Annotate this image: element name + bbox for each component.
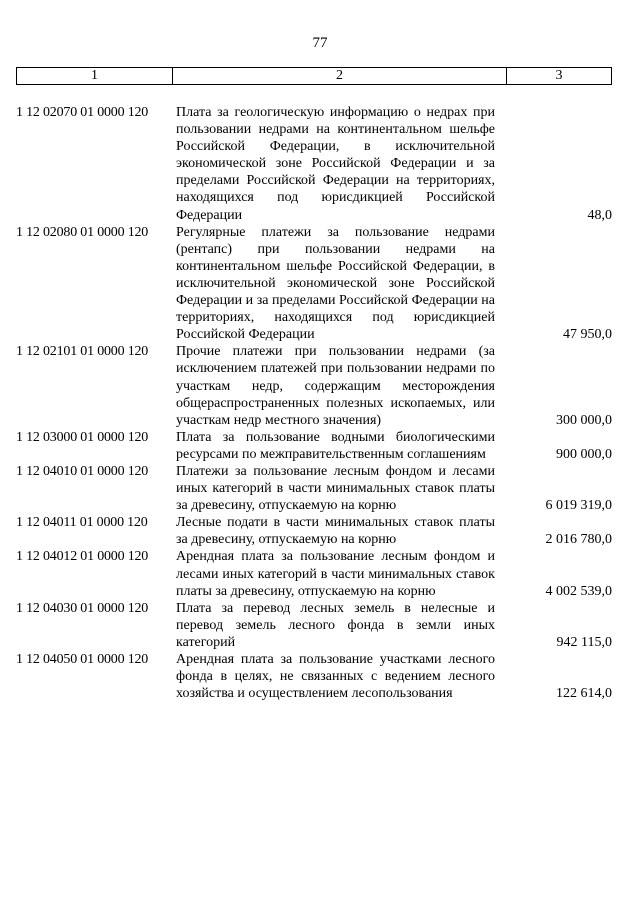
column-header-1: 1 <box>17 68 173 84</box>
amount: 47 950,0 <box>563 327 612 343</box>
table-row <box>16 224 612 344</box>
table-body <box>16 104 612 702</box>
amount: 122 614,0 <box>556 686 612 702</box>
budget-code: 1 12 04011 01 0000 120 <box>16 515 148 531</box>
column-header-row <box>16 67 612 85</box>
amount: 900 000,0 <box>556 446 612 462</box>
amount: 6 019 319,0 <box>545 498 612 514</box>
revenue-description: Плата за перевод лесных земель в нелесные и перевод земель лесного фонда в земли иных категорий <box>176 600 495 650</box>
amount: 2 016 780,0 <box>545 532 612 548</box>
page-number: 77 <box>312 35 328 51</box>
table-row <box>16 548 612 599</box>
budget-code: 1 12 04010 01 0000 120 <box>16 463 149 479</box>
revenue-description: Регулярные платежи за пользование недрами (рентапс) при пользовании недрами на континентальном шельфе Российской Федерации, в исключительной экономической зоне Российской Федерации и за пределами Российской Федерации на территориях, находящихся под юрисдикцией Российской Федерации <box>176 224 495 343</box>
revenue-description: Плата за геологическую информацию о недрах при пользовании недрами на континентальном шельфе Российской Федерации, в исключительной экономической зоне Российской Федерации и за пределами Российской Федерации на территориях, находящихся под юрисдикцией Российской Федерации <box>176 105 495 223</box>
amount: 942 115,0 <box>556 634 612 650</box>
table-row <box>16 514 612 548</box>
table-row <box>16 343 612 428</box>
revenue-description: Прочие платежи при пользовании недрами (за исключением платежей при пользовании недрами по участкам недр, содержащим месторождения общераспространенных полезных ископаемых, или участкам недр местного значения) <box>176 344 495 428</box>
amount: 48,0 <box>587 207 612 223</box>
revenue-description: Арендная плата за пользование лесным фондом и лесами иных категорий в части минимальных ставок платы за древесину, отпускаемую на корню <box>176 549 495 599</box>
budget-code: 1 12 02101 01 0000 120 <box>16 344 149 360</box>
table-row <box>16 463 612 514</box>
amount: 300 000,0 <box>556 412 612 428</box>
revenue-description: Платежи за пользование лесным фондом и лесами иных категорий в части минимальных ставок платы за древесину, отпускаемую на корню <box>176 463 495 514</box>
amount: 4 002 539,0 <box>545 583 612 599</box>
revenue-description: Лесные подати в части минимальных ставок платы за древесину, отпускаемую на корню <box>176 515 495 548</box>
column-header-3: 3 <box>555 68 563 83</box>
revenue-description: Плата за пользование водными биологическими ресурсами по межправительственным соглашениям <box>176 429 495 462</box>
budget-code: 1 12 04050 01 0000 120 <box>16 652 149 667</box>
budget-code: 1 12 04030 01 0000 120 <box>16 600 149 616</box>
revenue-description: Арендная плата за пользование участками лесного фонда в целях, не связанных с ведением лесного хозяйства и осуществлением лесопользования <box>176 652 495 702</box>
table-row <box>16 600 612 651</box>
budget-code: 1 12 02070 01 0000 120 <box>16 105 149 120</box>
budget-code: 1 12 02080 01 0000 120 <box>16 224 149 240</box>
table-row <box>16 104 612 224</box>
table-row <box>16 651 612 702</box>
column-header-2: 2 <box>173 68 507 84</box>
budget-code: 1 12 04012 01 0000 120 <box>16 549 149 565</box>
budget-code: 1 12 03000 01 0000 120 <box>16 429 149 445</box>
table-row <box>16 429 612 463</box>
